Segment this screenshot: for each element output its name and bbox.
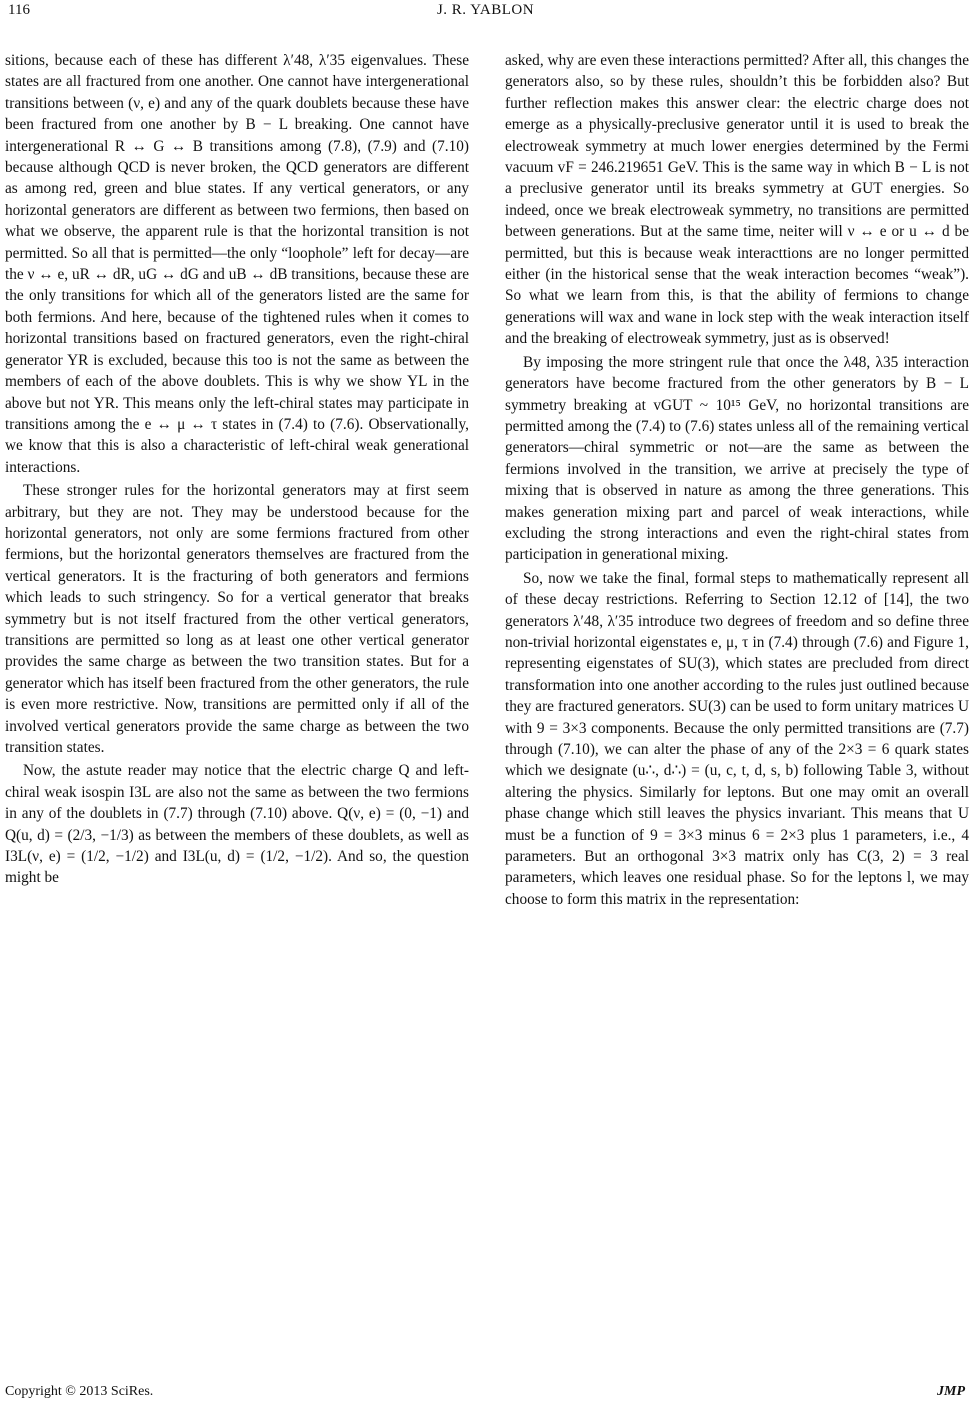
page-footer [0, 1384, 971, 1406]
left-column [5, 50, 469, 889]
right-column [505, 50, 969, 910]
right-paragraph-1: asked, why are even these interactions permitted? After all, this changes the generators also, so by these rules, shouldn’t this be forbidden also? But further reflection makes this answer clear: the electric charge does not emerge as a physically-preclusive generator until it is used to break the electroweak symmetry at much lower energies determined by the Fermi vacuum vF = 246.219651 GeV. This is the same way in which B − L is not a preclusive generator until its breaks symmetry at GUT energies. So indeed, once we break electroweak symmetry, no transitions are permitted between generations. But at the same time, neiter will ν ↔ e or u ↔ d be permitted, but this is because weak interacttions are no longer permitted either (in the historical sense that the weak interaction becomes “weak”). So what we learn from this, is that the ability of fermions to change generations will wax and wane in lock step with the weak interaction itself and the breaking of electroweak symmetry, just as is observed! [505, 52, 969, 348]
copyright-notice: Copyright © 2013 SciRes. [5, 1384, 154, 1399]
left-paragraph-1: sitions, because each of these has different λ′48, λ′35 eigenvalues. These states are all fractured from one another. One cannot have intergenerational transitions between (ν, e) and any of the quark doublets because these have been fractured from one another by B − L breaking. One cannot have intergenerational R ↔ G ↔ B transitions among (7.8), (7.9) and (7.10) because although QCD is never broken, the QCD generators are different as among red, green and blue states. If any vertical generators, or any horizontal generators are different as between two fermions, then based on what we observe, the apparent rule is that the horizontal transition is not permitted. So all that is permitted—the only “loophole” left for decay—are the ν ↔ e, uR ↔ dR, uG ↔ dG and uB ↔ dB transitions, because these are the only transitions for which all of the generators listed are the same for both fermions. And here, because of the tightened rules when it comes to horizontal transitions based on fractured generators, even the right-chiral generator YR is excluded, because this too is not the same as between the members of each of the above doublets. This is why we show YL in the above but not YR. This means only the left-chiral states may participate in transitions among the e ↔ μ ↔ τ states in (7.4) to (7.6). Observationally, we know that this is also a characteristic of left-chiral weak generational interactions. [5, 52, 469, 476]
left-paragraph-2: These stronger rules for the horizontal generators may at first seem arbitrary, but they are not. They may be understood because for the horizontal generators, not only are some fermions fractured from other fermions, but the horizontal generators themselves are fractured from the vertical generators. It is the fracturing of both generators and fermions which leads to such stringency. So for a vertical generator that breaks symmetry but is not itself fractured from the other vertical generators, transitions are permitted so long as at least one other vertical generator provides the same charge as between the two transition states. But for a generator which has itself been fractured from the other generators, the rule is even more restrictive. Now, transitions are permitted only if all of the involved vertical generators provide the same charge as between the two transition states. [5, 482, 469, 756]
right-paragraph-2: By imposing the more stringent rule that once the λ48, λ35 interaction generators have become fractured from the other generators by B − L symmetry breaking at vGUT ~ 10¹⁵ GeV, no horizontal transitions are permitted among the (7.4) to (7.6) states unless all of the remaining vertical generators—chiral symmetric or not—are the same as between the fermions involved in the transition, we arrive at precisely the type of mixing that is observed in nature as among the three generations. This makes generation mixing part and parcel of weak interactions, while excluding the strong interactions and even the right-chiral states from participation in generational mixing. [505, 353, 969, 564]
running-head: J. R. YABLON [436, 2, 535, 18]
right-paragraph-3: So, now we take the final, formal steps to mathematically represent all of these decay restrictions. Referring to Section 12.12 of [14], the two generators λ′48, λ′35 introduce two degrees of freedom and so define three non-trivial horizontal eigenstates e, μ, τ in (7.4) through (7.6) and Figure 1, representing eigenstates of SU(3), which states are precluded from direct transformation into one another according to the rules just outlined because they are fractured generators. SU(3) can be used to form unitary matrices U with 9 = 3×3 components. Because the only permitted transitions are (7.7) through (7.10), we can alter the phase of any of the 2×3 = 6 quark states which we designate (u∴, d∴) = (u, c, t, d, s, b) following Table 3, without altering the physics. Similarly for leptons. But one may omit an overall phase change which still leaves the physics invariant. This means that U must be a function of 9 = 3×3 minus 6 = 2×3 plus 1 parameters, i.e., 4 parameters. But an orthogonal 3×3 matrix only has C(3, 2) = 3 real parameters, which leaves one residual phase. So for the leptons l, we may choose to form this matrix in the representation: [505, 569, 969, 908]
page-number: 116 [8, 2, 30, 18]
left-paragraph-3: Now, the astute reader may notice that the electric charge Q and left-chiral weak isospin I3L are also not the same as between the two fermions in any of the doublets in (7.7) through (7.10) above. Q(ν, e) = (0, −1) and Q(u, d) = (2/3, −1/3) as between the members of these doublets, as well as I3L(ν, e) = (1/2, −1/2) and I3L(u, d) = (1/2, −1/2). And so, the question might be [5, 762, 469, 887]
journal-abbrev: JMP [937, 1384, 965, 1399]
